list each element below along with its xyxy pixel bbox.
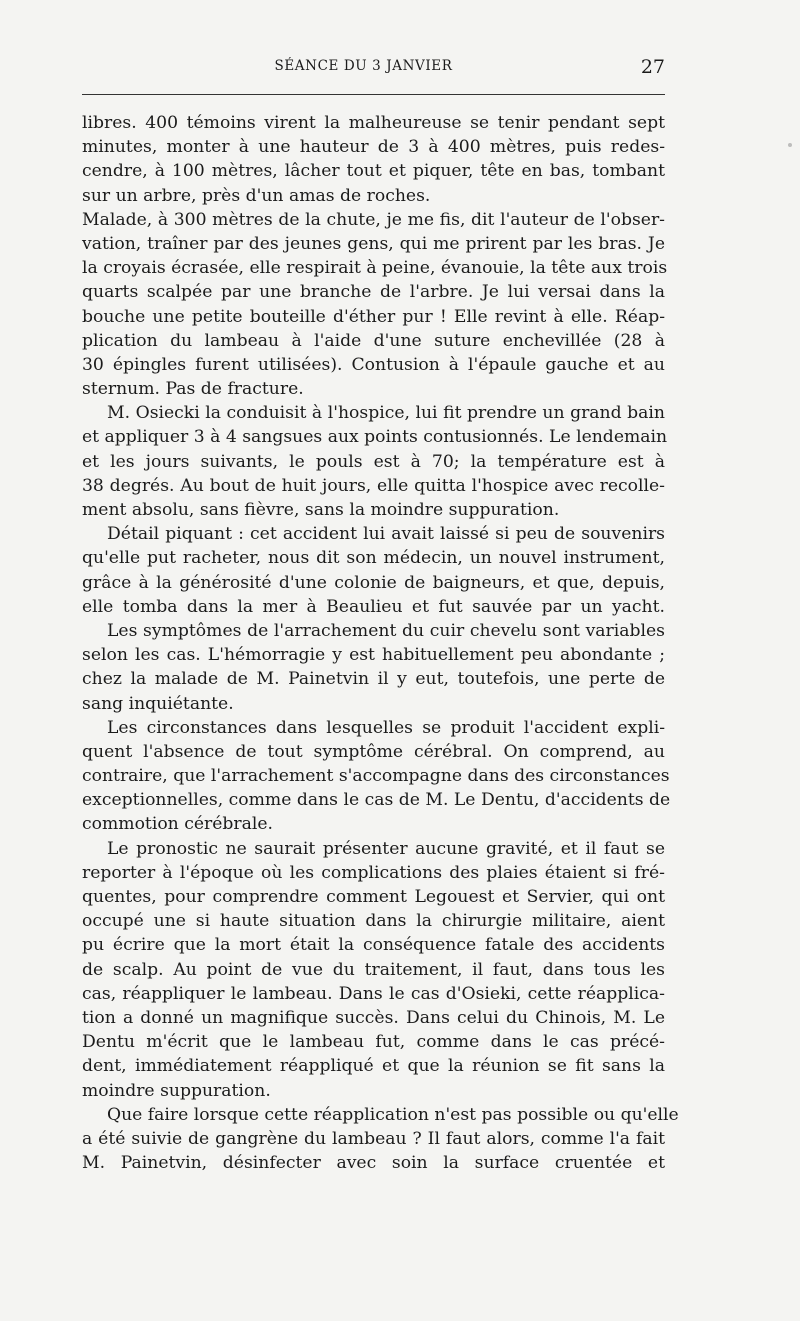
text-line: ment absolu, sans fièvre, sans la moindre suppuration. (82, 500, 560, 520)
text-line: quentes, pour comprendre comment Legouest et Servier, qui ont (82, 887, 665, 907)
text-line: Malade, à 300 mètres de la chute, je me fis, dit l'auteur de l'obser- (82, 209, 665, 230)
text-line: Les circonstances dans lesquelles se produit l'accident expli- (107, 717, 665, 738)
text-line: Les symptômes de l'arrachement du cuir chevelu sont variables (107, 620, 665, 641)
text-line: M. Osiecki la conduisit à l'hospice, lui fit prendre un grand bain (107, 403, 665, 424)
text-line: elle tomba dans la mer à Beaulieu et fut sauvée par un yacht. (82, 596, 665, 617)
text-line: tion a donné un magnifique succès. Dans celui du Chinois, M. Le (82, 1007, 665, 1028)
paper-speck (788, 143, 792, 147)
text-line: occupé une si haute situation dans la chirurgie militaire, aient (82, 911, 665, 932)
text-line: Que faire lorsque cette réapplication n'est pas possible ou qu'elle (107, 1104, 679, 1125)
text-line: Le pronostic ne saurait présenter aucune gravité, et il faut se (107, 838, 665, 859)
text-line: moindre suppuration. (82, 1080, 271, 1101)
text-line: la croyais écrasée, elle respirait à peine, évanouie, la tête aux trois (82, 258, 668, 279)
text-line: de scalp. Au point de vue du traitement, il faut, dans tous les (82, 959, 665, 980)
text-line: M. Painetvin, désinfecter avec soin la surface cruentée et (82, 1153, 665, 1174)
text-line: et les jours suivants, le pouls est à 70; la température est à (82, 451, 665, 472)
page-header (82, 58, 665, 84)
text-line: commotion cérébrale. (82, 814, 273, 835)
text-line: et appliquer 3 à 4 sangsues aux points contusionnés. Le lendemain (82, 427, 668, 448)
text-line: exceptionnelles, comme dans le cas de M. Le Dentu, d'accidents de (82, 790, 671, 811)
text-line: libres. 400 témoins virent la malheureuse se tenir pendant sept (82, 113, 665, 133)
text-line: cas, réappliquer le lambeau. Dans le cas d'Osieki, cette réapplica- (82, 983, 665, 1004)
text-line: qu'elle put racheter, nous dit son médecin, un nouvel instrument, (82, 548, 665, 569)
text-line: sternum. Pas de fracture. (82, 379, 304, 400)
text-line: dent, immédiatement réappliqué et que la réunion se fit sans la (82, 1056, 665, 1077)
text-line: contraire, que l'arrachement s'accompagne dans des circonstances (82, 766, 670, 787)
text-line: cendre, à 100 mètres, lâcher tout et piquer, tête en bas, tombant (82, 161, 665, 182)
text-line: selon les cas. L'hémorragie y est habituellement peu abondante ; (82, 645, 665, 666)
running-title: SÉANCE DU 3 JANVIER (274, 58, 453, 74)
text-line: 30 épingles furent utilisées). Contusion à l'épaule gauche et au (82, 354, 665, 375)
text-line: reporter à l'époque où les complications des plaies étaient si fré- (82, 862, 665, 883)
text-line: minutes, monter à une hauteur de 3 à 400 mètres, puis redes- (82, 137, 665, 158)
text-line: pu écrire que la mort était la conséquence fatale des accidents (82, 935, 665, 956)
text-line: sang inquiétante. (82, 693, 234, 714)
header-rule (82, 94, 665, 95)
text-line: Détail piquant : cet accident lui avait laissé si peu de souvenirs (107, 524, 665, 545)
text-line: chez la malade de M. Painetvin il y eut, toutefois, une perte de (82, 669, 665, 690)
text-line: bouche une petite bouteille d'éther pur ! Elle revint à elle. Réap- (82, 306, 665, 327)
text-line: a été suivie de gangrène du lambeau ? Il faut alors, comme l'a fait (82, 1128, 665, 1149)
text-line: 38 degrés. Au bout de huit jours, elle quitta l'hospice avec recolle- (82, 475, 665, 496)
text-line: grâce à la générosité d'une colonie de baigneurs, et que, depuis, (82, 572, 665, 593)
text-line: plication du lambeau à l'aide d'une suture enchevillée (28 à (82, 330, 665, 351)
text-line: vation, traîner par des jeunes gens, qui me prirent par les bras. Je (82, 233, 665, 254)
body-text (82, 111, 679, 1175)
page-number: 27 (640, 56, 665, 78)
text-line: Dentu m'écrit que le lambeau fut, comme dans le cas précé- (82, 1032, 665, 1053)
text-line: quarts scalpée par une branche de l'arbre. Je lui versai dans la (82, 282, 665, 303)
text-line: quent l'absence de tout symptôme cérébral. On comprend, au (82, 741, 665, 762)
text-line: sur un arbre, près d'un amas de roches. (82, 185, 431, 206)
